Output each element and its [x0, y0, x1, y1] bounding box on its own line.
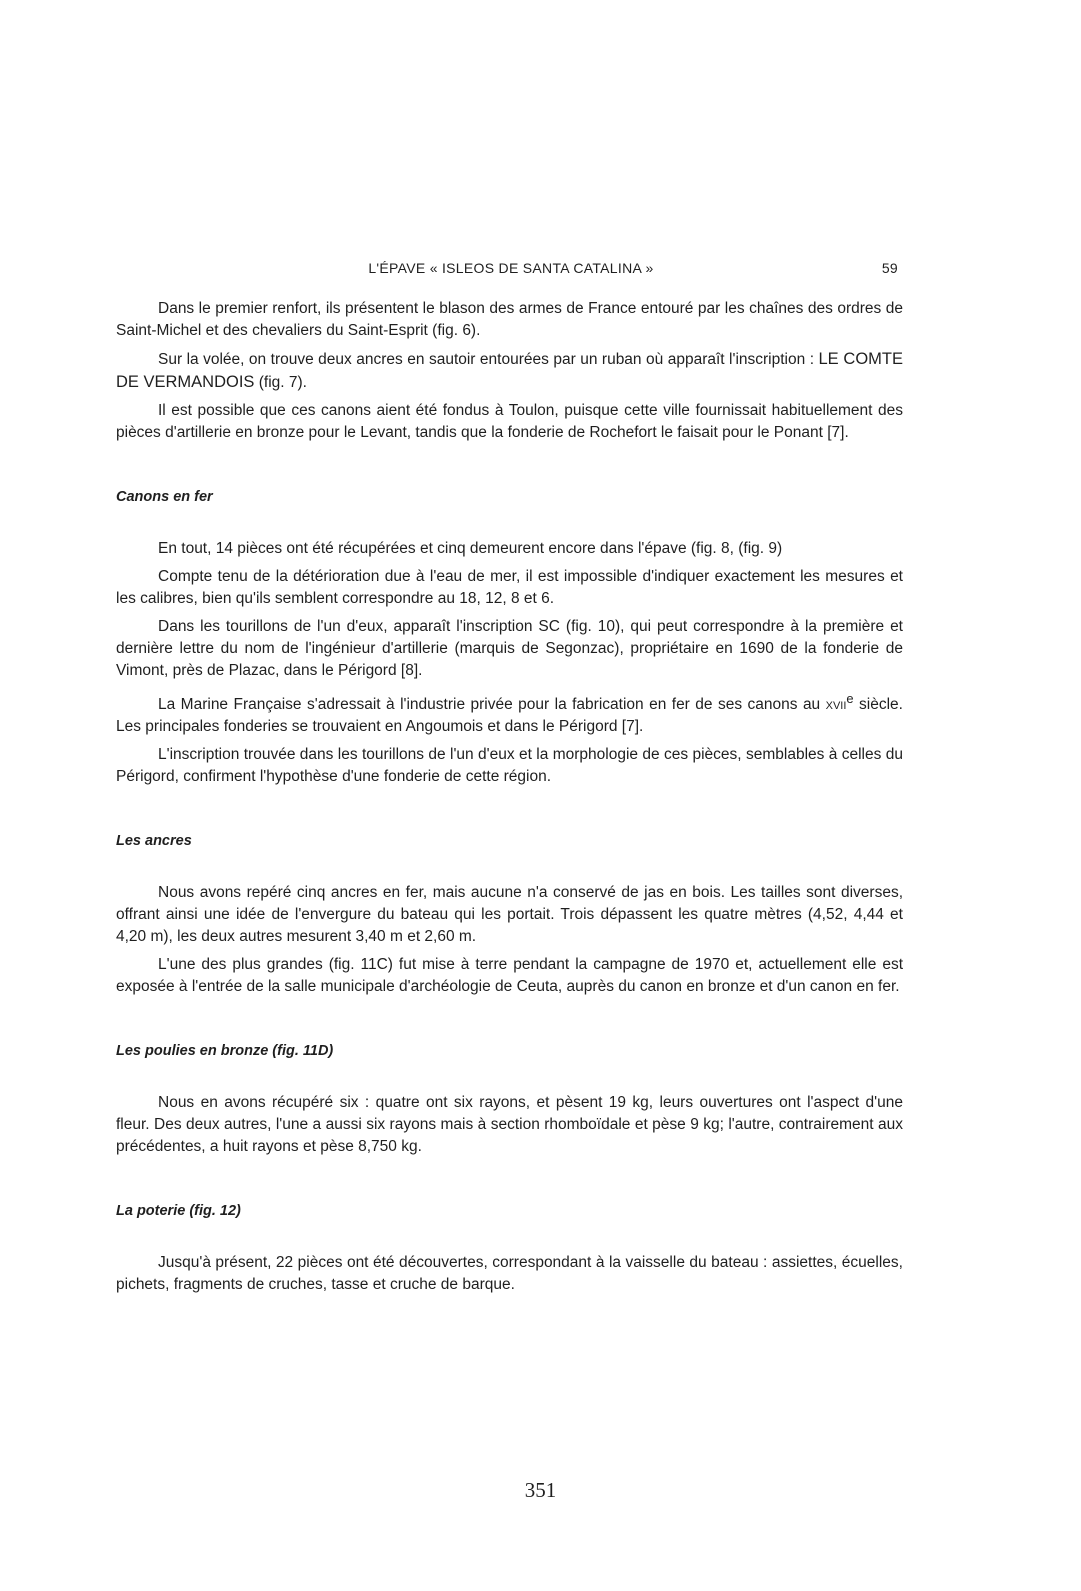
- section-heading: Les poulies en bronze (fig. 11D): [116, 1043, 334, 1060]
- paragraph: [116, 688, 903, 738]
- paragraph: Il est possible que ces canons aient été fondus à Toulon, puisque cette ville fournissait habituellement des pièces d'artillerie en bronze pour le Levant, tandis que la fonderie de Rochefort le faisait pour le Ponant [7].: [116, 402, 903, 441]
- paragraph-text: La Marine Française s'adressait à l'industrie privée pour la fabrication en fer de ses canons au: [158, 696, 826, 714]
- journal-page-number: 59: [881, 260, 898, 276]
- inscription-text: LE COMTE DE VERMANDOIS: [116, 350, 903, 391]
- paragraph: Nous avons repéré cinq ancres en fer, mais aucune n'a conservé de jas en bois. Les tailles sont diverses, offrant ainsi une idée de l'envergure du bateau qui les portait. Trois dépassent les quatre mètres (4,52, 4,44 et 4,20 m), les deux autres mesurent 3,40 m et 2,60 m.: [116, 884, 903, 946]
- paragraph-text: Sur la volée, on trouve deux ancres en sautoir entourées par un ruban où apparaît l'inscription :: [158, 351, 819, 368]
- running-title: L'ÉPAVE « ISLEOS DE SANTA CATALINA »: [368, 260, 654, 276]
- paragraph: Compte tenu de la détérioration due à l'eau de mer, il est impossible d'indiquer exactement les mesures et les calibres, bien qu'ils semblent correspondre au 18, 12, 8 et 6.: [116, 568, 903, 607]
- paragraph: Nous en avons récupéré six : quatre ont six rayons, et pèsent 19 kg, leurs ouvertures ont l'aspect d'une fleur. Des deux autres, l'une a aussi six rayons mais à section rhomboïdale et pèse 9 kg; l'autre, contrairement aux précédentes, a huit rayons et pèse 8,750 kg.: [116, 1094, 903, 1156]
- paragraph: Dans les tourillons de l'un d'eux, apparaît l'inscription SC (fig. 10), qui peut correspondre à la première et dernière lettre du nom de l'ingénieur d'artillerie (marquis de Segonzac), propriétaire en 1690 de la fonderie de Vimont, près de Plazac, dans le Périgord [8].: [116, 618, 903, 679]
- section-heading: La poterie (fig. 12): [116, 1203, 241, 1220]
- section-heading: Canons en fer: [116, 489, 213, 505]
- century-numeral: xvii: [825, 696, 847, 714]
- section-heading: Les ancres: [116, 833, 192, 850]
- paragraph: En tout, 14 pièces ont été récupérées et cinq demeurent encore dans l'épave (fig. 8, (fig. 9): [158, 540, 783, 557]
- paragraph: Jusqu'à présent, 22 pièces ont été découvertes, correspondant à la vaisselle du bateau : assiettes, écuelles, pichets, fragments de cruches, tasse et cruche de barque.: [116, 1254, 903, 1294]
- paragraph: L'inscription trouvée dans les tourillons de l'un d'eux et la morphologie de ces pièces, semblables à celles du Périgord, confirment l'hypothèse d'une fonderie de cette région.: [116, 746, 903, 786]
- paragraph-text: (fig. 7).: [254, 374, 307, 391]
- paragraph: L'une des plus grandes (fig. 11C) fut mise à terre pendant la campagne de 1970 et, actuellement elle est exposée à l'entrée de la salle municipale d'archéologie de Ceuta, auprès du canon en bronze et d'un canon en fer.: [116, 956, 903, 996]
- paragraph: Dans le premier renfort, ils présentent le blason des armes de France entouré par les chaînes des ordres de Saint-Michel et des chevaliers du Saint-Esprit (fig. 6).: [116, 300, 903, 339]
- page-folio: 351: [524, 1478, 557, 1502]
- paragraph-text: siècle. Les principales fonderies se trouvaient en Angoumois et dans le Périgord [7].: [116, 696, 903, 736]
- running-header: [116, 260, 906, 282]
- paragraph: [116, 348, 903, 394]
- article-body: [116, 298, 903, 1302]
- century-superscript: e: [846, 691, 854, 706]
